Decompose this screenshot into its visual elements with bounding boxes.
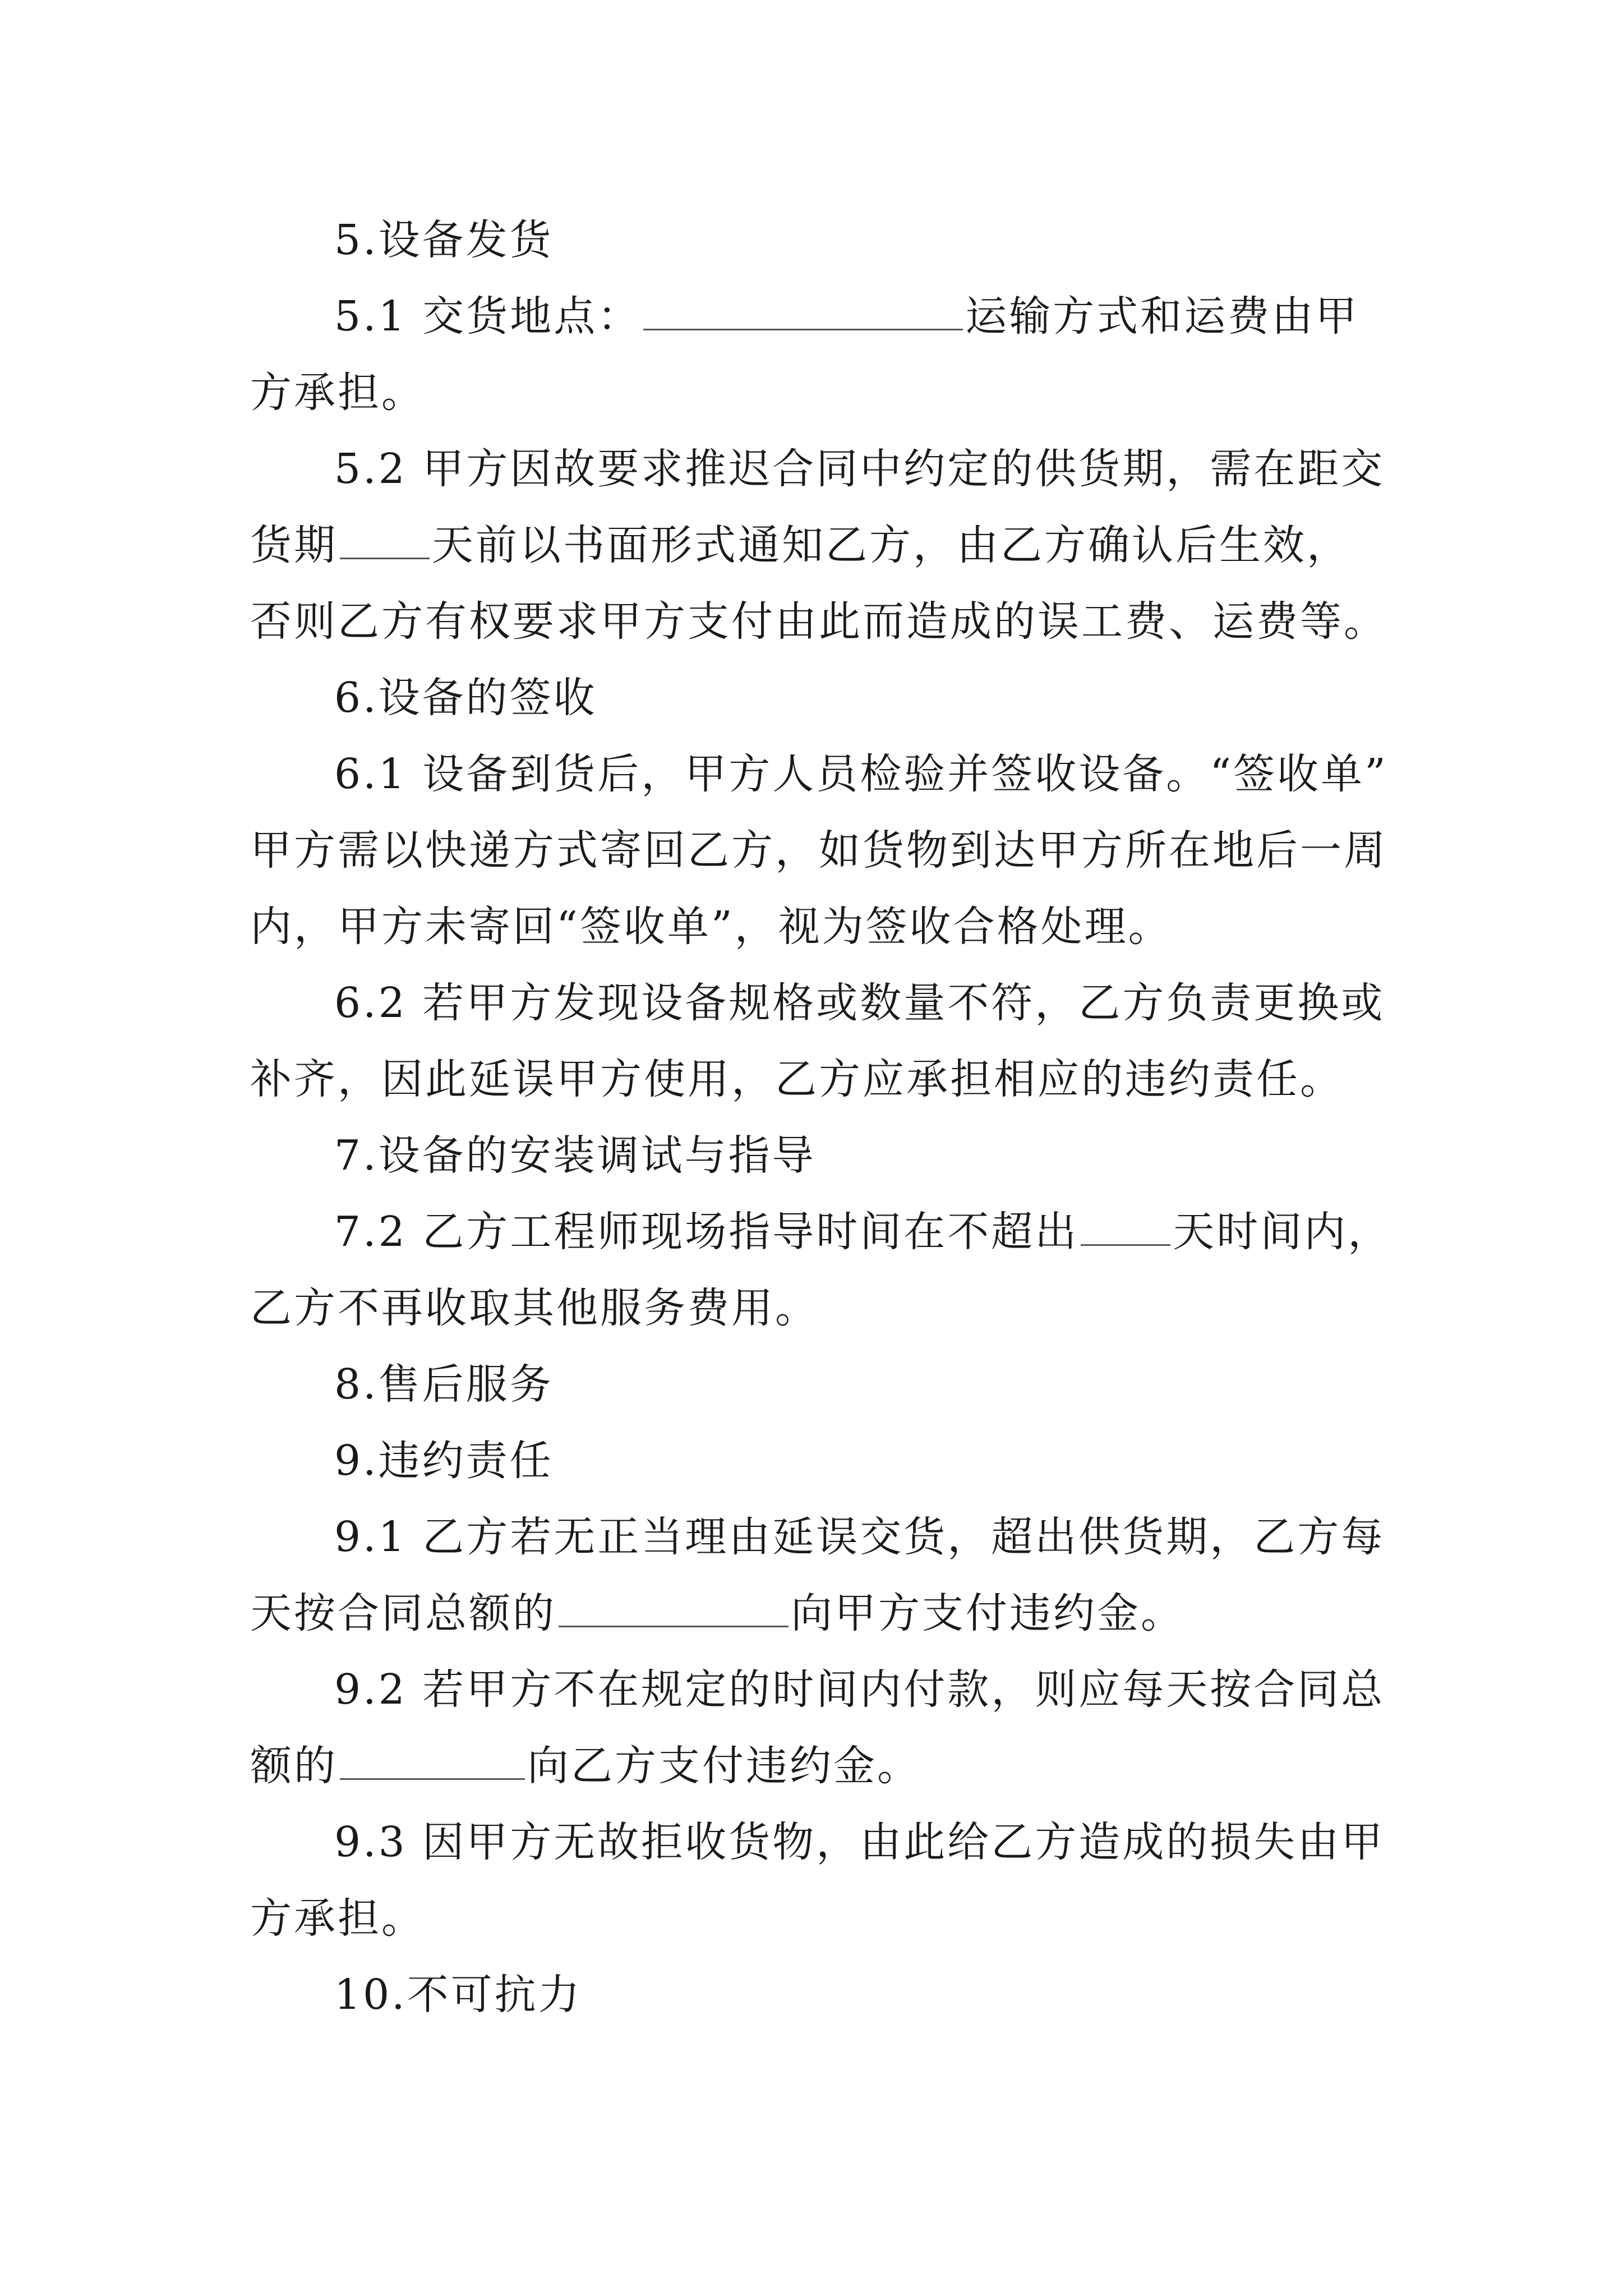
heading-7 bbox=[250, 1117, 1389, 1194]
text-line: 5.设备发货 bbox=[334, 216, 554, 264]
text-line: 5.1 交货地点： bbox=[334, 292, 642, 341]
text-line: 天按合同总额的 bbox=[250, 1589, 556, 1637]
text-line: 9.2 若甲方不在规定的时间内付款，则应每天按合同总 bbox=[334, 1665, 1385, 1714]
fill-in-blank bbox=[559, 1588, 789, 1627]
clause-5-2-cont bbox=[250, 507, 1389, 583]
text-line: 7.设备的安装调试与指导 bbox=[334, 1131, 816, 1180]
text-line: 方承担。 bbox=[250, 1894, 425, 1943]
fill-in-blank bbox=[1081, 1207, 1170, 1246]
text-line: 货期 bbox=[250, 521, 338, 569]
text-line: 内，甲方未寄回“签收单”，视为签收合格处理。 bbox=[250, 903, 1172, 951]
text-line: 9.违约责任 bbox=[334, 1437, 554, 1485]
clause-6-1-cont bbox=[250, 812, 1389, 889]
text-line: 天时间内， bbox=[1173, 1208, 1392, 1256]
text-line: 9.1 乙方若无正当理由延误交货，超出供货期，乙方每 bbox=[334, 1513, 1385, 1561]
clause-5-1 bbox=[250, 278, 1389, 355]
fill-in-blank bbox=[340, 520, 430, 559]
clause-9-2 bbox=[250, 1651, 1389, 1728]
clause-5-1-cont bbox=[250, 355, 1389, 431]
fill-in-blank bbox=[643, 291, 963, 330]
text-line: 补齐，因此延误甲方使用，乙方应承担相应的违约责任。 bbox=[250, 1055, 1344, 1103]
heading-9 bbox=[250, 1423, 1389, 1499]
document-body bbox=[250, 202, 1392, 2033]
fill-in-blank bbox=[340, 1741, 525, 1780]
text-line: 否则乙方有权要求甲方支付由此而造成的误工费、运费等。 bbox=[250, 597, 1387, 646]
clause-6-1 bbox=[250, 736, 1389, 812]
text-line: 向乙方支付违约金。 bbox=[527, 1742, 921, 1790]
text-line: 6.1 设备到货后，甲方人员检验并签收设备。“签收单” bbox=[334, 750, 1388, 798]
clause-9-2-cont bbox=[250, 1728, 1389, 1804]
text-line: 天前以书面形式通知乙方，由乙方确认后生效， bbox=[432, 521, 1350, 569]
text-line: 方承担。 bbox=[250, 369, 425, 417]
clause-7-2-cont bbox=[250, 1270, 1389, 1346]
text-line: 9.3 因甲方无故拒收货物，由此给乙方造成的损失由甲 bbox=[334, 1818, 1385, 1866]
clause-9-1-cont bbox=[250, 1575, 1389, 1651]
text-line: 7.2 乙方工程师现场指导时间在不超出 bbox=[334, 1208, 1079, 1256]
clause-6-2-cont bbox=[250, 1041, 1389, 1117]
text-line: 8.售后服务 bbox=[334, 1360, 554, 1409]
clause-9-3-cont bbox=[250, 1880, 1389, 1957]
clause-5-2-cont bbox=[250, 583, 1389, 660]
clause-9-1 bbox=[250, 1499, 1389, 1575]
text-line: 运输方式和运费由甲 bbox=[965, 292, 1359, 341]
heading-8 bbox=[250, 1346, 1389, 1423]
clause-7-2 bbox=[250, 1194, 1392, 1270]
clause-9-3 bbox=[250, 1804, 1389, 1880]
text-line: 额的 bbox=[250, 1742, 338, 1790]
text-line: 5.2 甲方因故要求推迟合同中约定的供货期，需在距交 bbox=[334, 445, 1385, 493]
clause-6-2 bbox=[250, 965, 1389, 1041]
clause-6-1-cont bbox=[250, 889, 1389, 965]
text-line: 10.不可抗力 bbox=[334, 1971, 582, 2019]
heading-10 bbox=[250, 1957, 1389, 2033]
text-line: 甲方需以快递方式寄回乙方，如货物到达甲方所在地后一周 bbox=[250, 826, 1387, 875]
text-line: 6.设备的签收 bbox=[334, 674, 597, 722]
clause-5-2 bbox=[250, 431, 1389, 507]
text-line: 向甲方支付违约金。 bbox=[791, 1589, 1184, 1637]
heading-5 bbox=[250, 202, 1389, 278]
text-line: 6.2 若甲方发现设备规格或数量不符，乙方负责更换或 bbox=[334, 979, 1385, 1027]
heading-6 bbox=[250, 660, 1389, 736]
text-line: 乙方不再收取其他服务费用。 bbox=[250, 1284, 819, 1332]
